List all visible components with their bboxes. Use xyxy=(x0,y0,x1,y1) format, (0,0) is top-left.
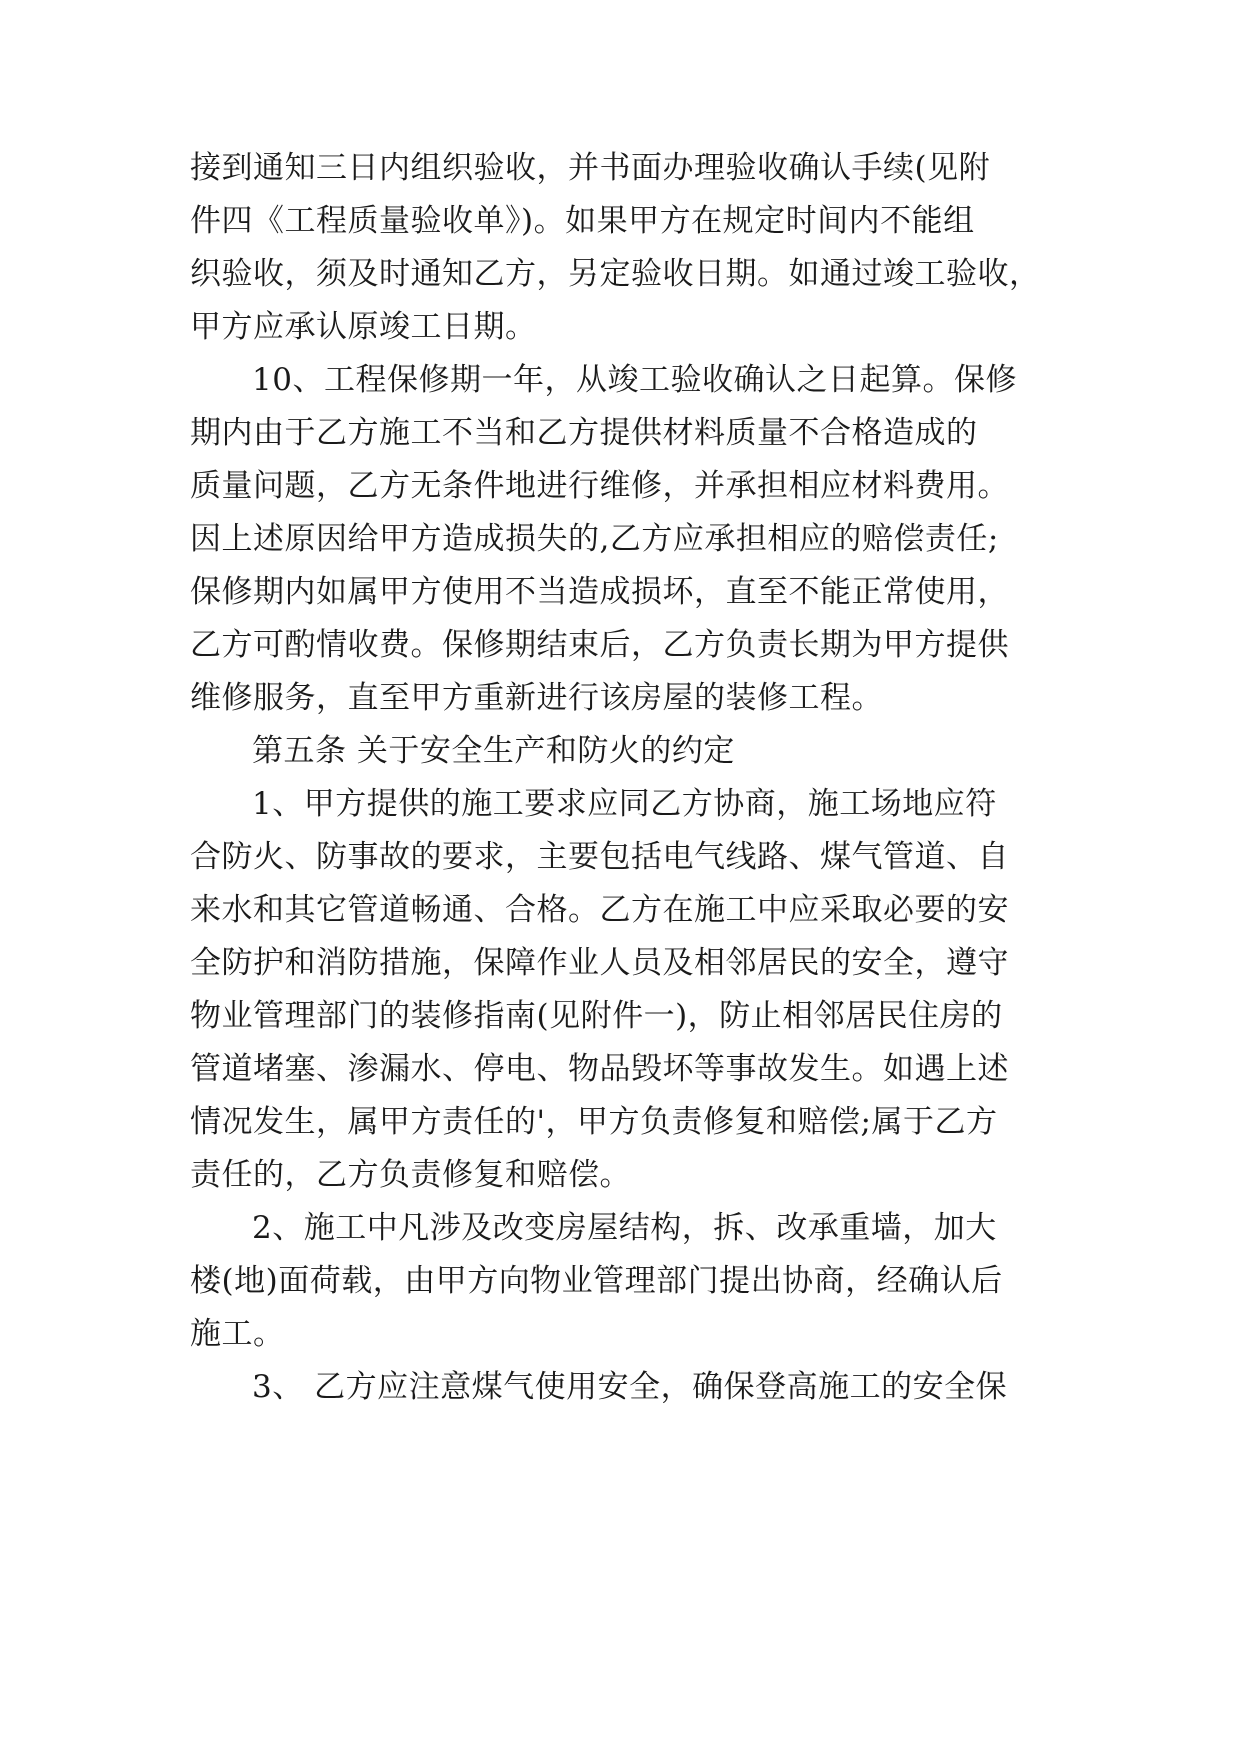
text-line-7: 质量问题，乙方无条件地进行维修，并承担相应材料费用。 xyxy=(190,468,1009,504)
text-line-21: 2、施工中凡涉及改变房屋结构，拆、改承重墙，加大 xyxy=(252,1210,997,1246)
text-line-15: 来水和其它管道畅通、合格。乙方在施工中应采取必要的安 xyxy=(190,892,1009,928)
text-line-2: 件四《工程质量验收单》)。如果甲方在规定时间内不能组 xyxy=(190,203,975,239)
section-heading: 第五条 关于安全生产和防火的约定 xyxy=(252,733,735,769)
text-line-16: 全防护和消防措施，保障作业人员及相邻居民的安全，遵守 xyxy=(190,945,1009,981)
text-line-6: 期内由于乙方施工不当和乙方提供材料质量不合格造成的 xyxy=(190,415,978,451)
text-line-10: 乙方可酌情收费。保修期结束后，乙方负责长期为甲方提供 xyxy=(190,627,1009,663)
text-line-14: 合防火、防事故的要求，主要包括电气线路、煤气管道、自 xyxy=(190,839,1009,875)
text-line-17: 物业管理部门的装修指南(见附件一)，防止相邻居民住房的 xyxy=(190,998,1003,1034)
text-line-24: 3、 乙方应注意煤气使用安全，确保登高施工的安全保 xyxy=(252,1369,1008,1405)
text-line-9: 保修期内如属甲方使用不当造成损坏，直至不能正常使用， xyxy=(190,574,1009,610)
text-line-4: 甲方应承认原竣工日期。 xyxy=(190,309,537,345)
text-line-3: 织验收，须及时通知乙方，另定验收日期。如通过竣工验收， xyxy=(190,256,1041,292)
text-line-19: 情况发生，属甲方责任的'，甲方负责修复和赔偿;属于乙方 xyxy=(190,1104,998,1140)
text-line-23: 施工。 xyxy=(190,1316,285,1352)
text-line-13: 1、甲方提供的施工要求应同乙方协商，施工场地应符 xyxy=(252,786,997,822)
text-line-18: 管道堵塞、渗漏水、停电、物品毁坏等事故发生。如遇上述 xyxy=(190,1051,1009,1087)
text-line-20: 责任的，乙方负责修复和赔偿。 xyxy=(190,1157,631,1193)
text-line-5: 10、工程保修期一年，从竣工验收确认之日起算。保修 xyxy=(252,362,1017,398)
text-line-11: 维修服务，直至甲方重新进行该房屋的装修工程。 xyxy=(190,680,883,716)
text-line-1: 接到通知三日内组织验收，并书面办理验收确认手续(见附 xyxy=(190,150,991,186)
text-line-22: 楼(地)面荷载，由甲方向物业管理部门提出协商，经确认后 xyxy=(190,1263,1003,1299)
text-line-8: 因上述原因给甲方造成损失的,乙方应承担相应的赔偿责任; xyxy=(190,521,999,557)
